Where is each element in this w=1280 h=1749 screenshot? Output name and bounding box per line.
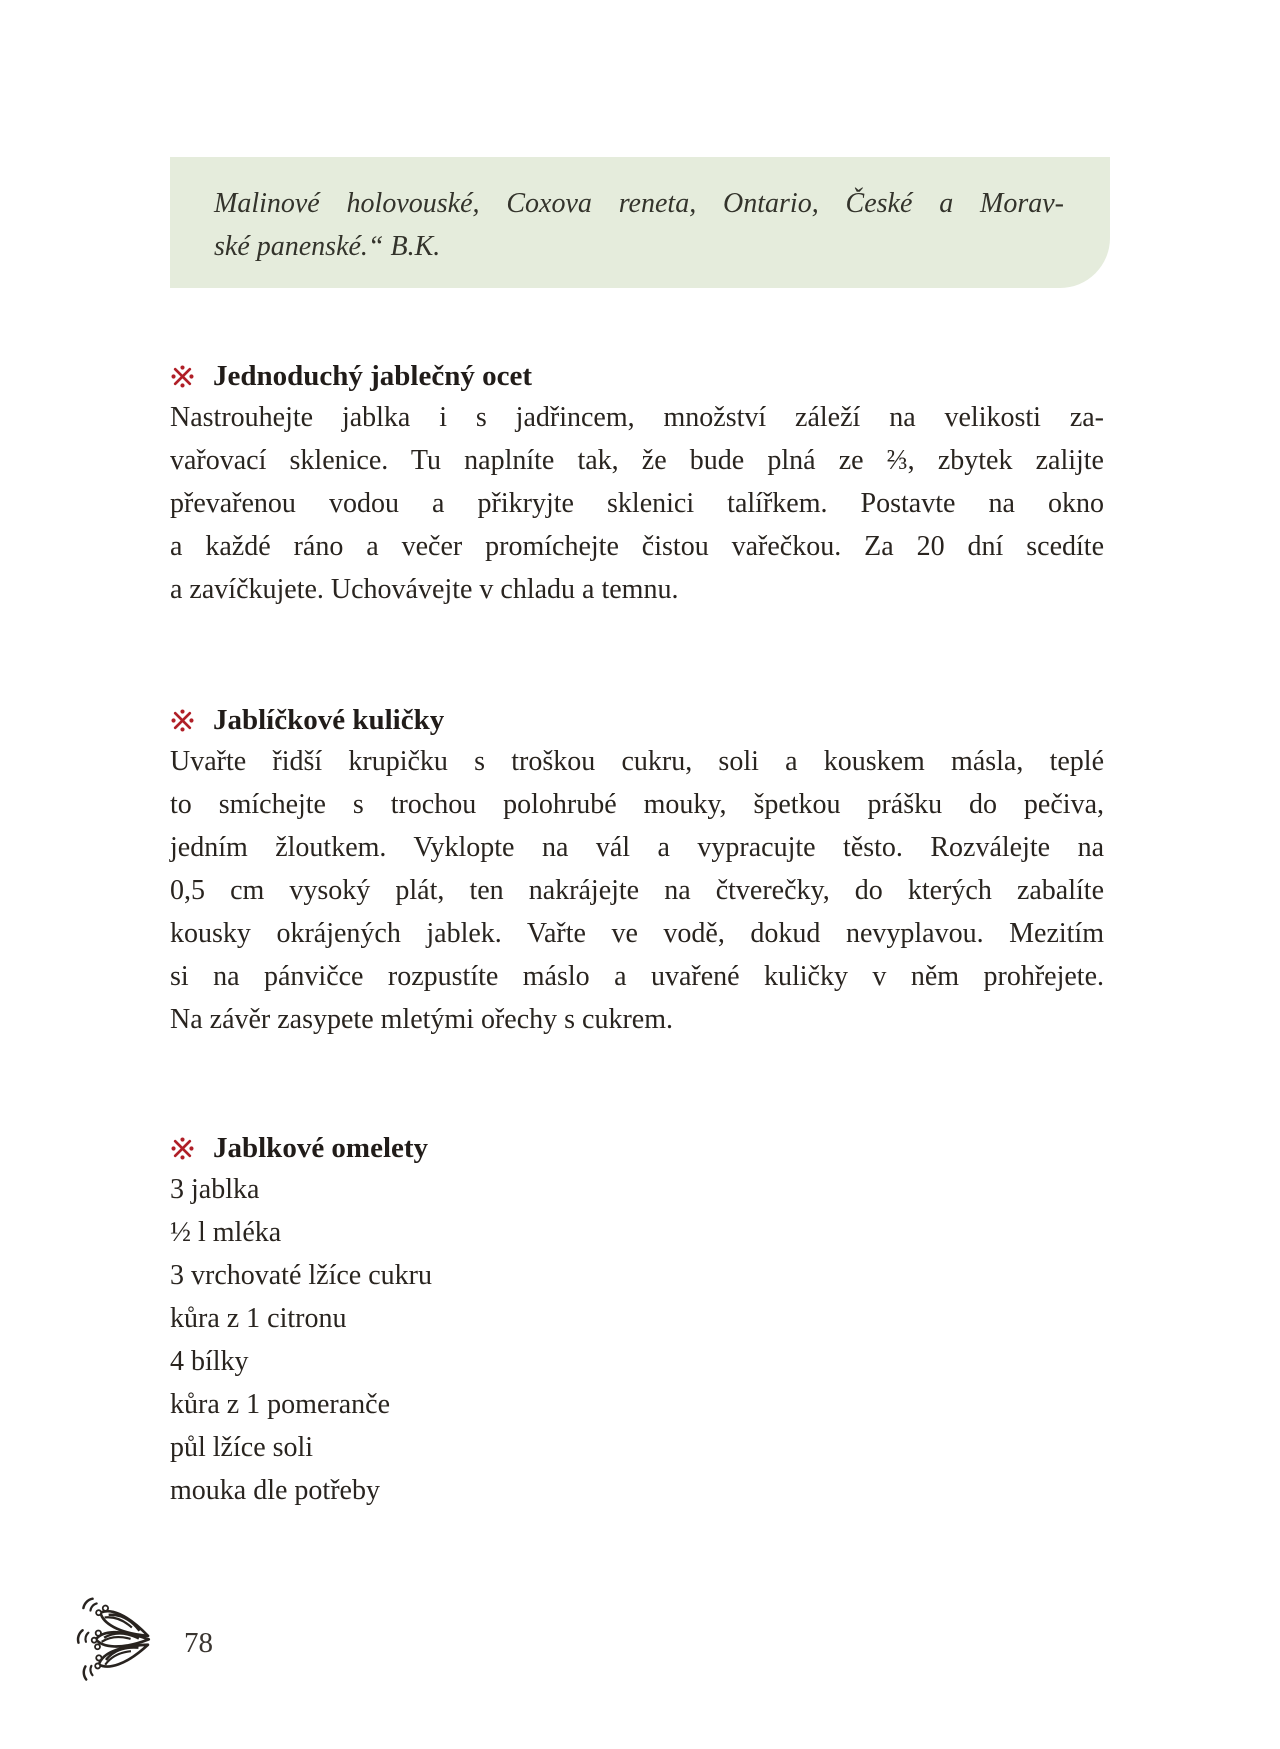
leaves-ornament-icon xyxy=(76,1595,162,1692)
ingredient-line: 3 vrchovaté lžíce cukru xyxy=(170,1260,432,1291)
reference-mark-icon xyxy=(170,708,195,733)
text-line: převařenou vodou a přikryjte sklenici talířkem. Postavte na okno xyxy=(170,488,1104,519)
ingredient-line: kůra z 1 citronu xyxy=(170,1303,347,1334)
ingredient-list xyxy=(170,1168,1104,1512)
text-line: Uvařte řidší krupičku s troškou cukru, soli a kouskem másla, teplé xyxy=(170,746,1104,777)
section-title: Jablkové omelety xyxy=(213,1132,429,1164)
section-heading xyxy=(170,702,1104,738)
section-title: Jablíčkové kuličky xyxy=(213,704,445,736)
text-line: a každé ráno a večer promíchejte čistou vařečkou. Za 20 dní scedíte xyxy=(170,531,1104,562)
ingredient-line: mouka dle potřeby xyxy=(170,1475,380,1506)
text-line: Nastrouhejte jablka i s jadřincem, množství záleží na velikosti za- xyxy=(170,402,1104,433)
ingredient-line: 3 jablka xyxy=(170,1174,260,1205)
reference-mark-icon xyxy=(170,364,195,389)
text-line: kousky okrájených jablek. Vařte ve vodě, dokud nevyplavou. Mezitím xyxy=(170,918,1104,949)
ingredient-line: kůra z 1 pomeranče xyxy=(170,1389,390,1420)
quote-box xyxy=(170,157,1110,288)
text-line: 0,5 cm vysoký plát, ten nakrájejte na čtverečky, do kterých zabalíte xyxy=(170,875,1104,906)
recipe-section-jablickove-kulicky xyxy=(170,702,1104,1041)
recipe-section-jablecny-ocet xyxy=(170,358,1104,611)
quote-line: Malinové holovouské, Coxova reneta, Ontario, České a Morav- xyxy=(214,188,1064,219)
ingredient-line: 4 bílky xyxy=(170,1346,249,1377)
text-line: jedním žloutkem. Vyklopte na vál a vypracujte těsto. Rozválejte na xyxy=(170,832,1104,863)
page-number: 78 xyxy=(184,1627,213,1659)
ingredient-line: půl lžíce soli xyxy=(170,1432,314,1463)
recipe-section-jablkove-omelety xyxy=(170,1130,1104,1512)
ingredient-line: ½ l mléka xyxy=(170,1217,282,1248)
text-line: to smíchejte s trochou polohrubé mouky, špetkou prášku do pečiva, xyxy=(170,789,1104,820)
section-title: Jednoduchý jablečný ocet xyxy=(213,360,532,392)
recipe-paragraph xyxy=(170,740,1104,1041)
text-line: a zavíčkujete. Uchovávejte v chladu a temnu. xyxy=(170,574,679,605)
section-heading xyxy=(170,1130,1104,1166)
recipe-paragraph xyxy=(170,396,1104,611)
text-line: si na pánvičce rozpustíte máslo a uvařené kuličky v něm prohřejete. xyxy=(170,961,1104,992)
quote-line: ské panenské.“ B.K. xyxy=(214,231,441,262)
reference-mark-icon xyxy=(170,1136,195,1161)
section-heading xyxy=(170,358,1104,394)
text-line: Na závěr zasypete mletými ořechy s cukrem. xyxy=(170,1004,674,1035)
text-line: vařovací sklenice. Tu naplníte tak, že bude plná ze ⅔, zbytek zalijte xyxy=(170,445,1104,476)
page-footer xyxy=(76,1595,213,1692)
